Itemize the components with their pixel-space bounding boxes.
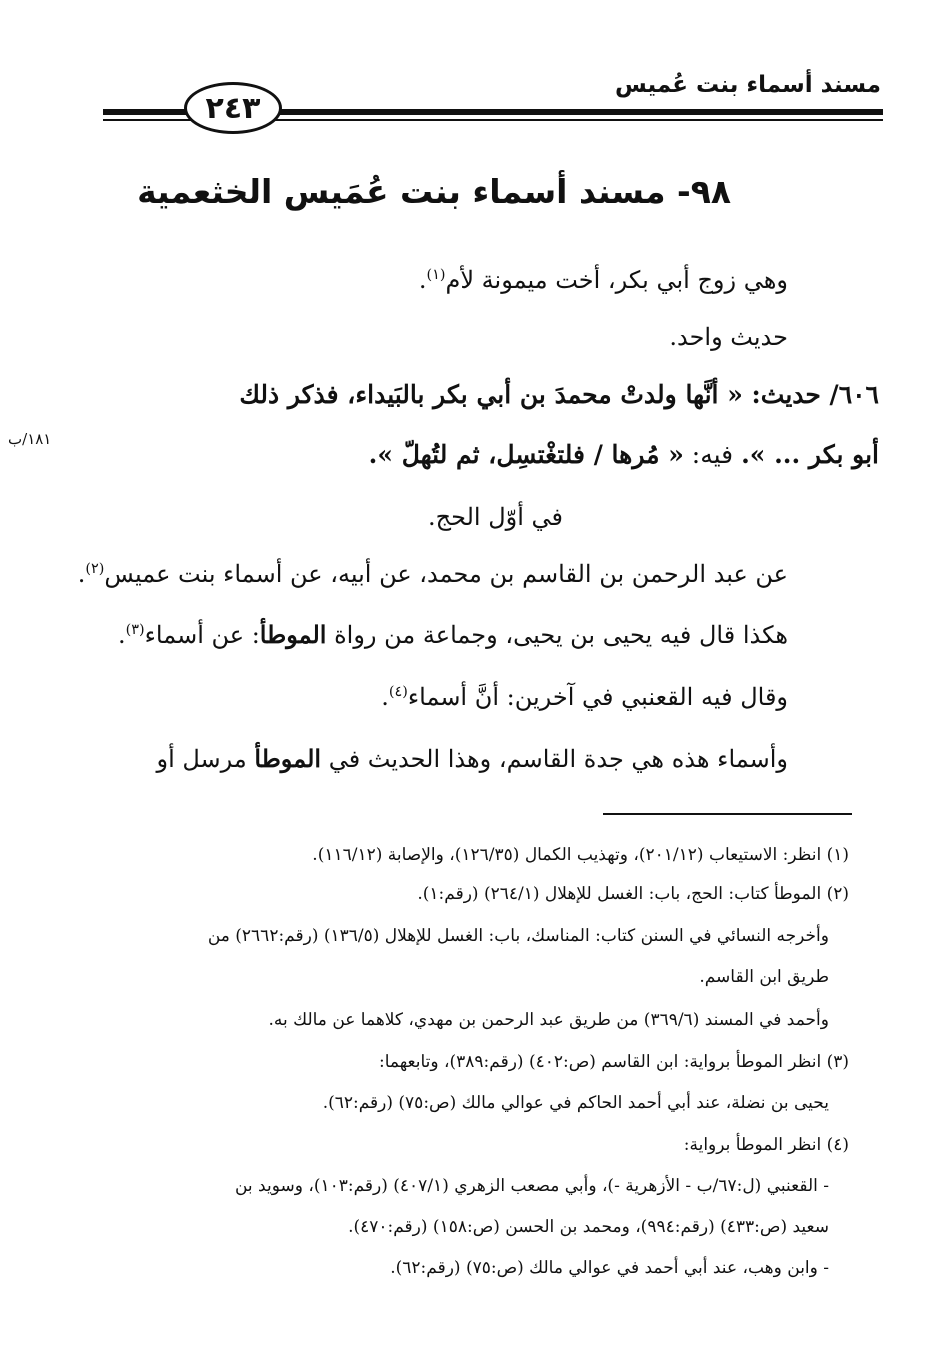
isnad-line [78,560,788,588]
hadith-line-1 [239,380,879,409]
footnote-2-continuation-3: وأحمد في المسند (٣٦٩/٦) من طريق عبد الرحمن بن مهدي، كلاهما عن مالك به. [268,1010,829,1030]
qanabi-end: . [381,683,389,711]
muwatta-title: الموطأ [259,620,327,649]
footnote-3-continuation: يحيى بن نضلة، عند أبي أحمد الحاكم في عوالي مالك (ص:٧٥) (رقم:٦٢). [322,1093,829,1113]
footnote-ref-3: (٣) [125,622,145,638]
footnote-2-continuation: وأخرجه النسائي في السنن كتاب: المناسك، باب: الغسل للإهلال (١٣٦/٥) (رقم:٢٦٦٢) من [207,926,829,946]
muwatta-title-2: الموطأ [254,744,322,773]
hadith-text-1: « أنَّها ولدتْ محمدَ بن أبي بكر بالبَيداء، فذكر ذلك [239,380,743,409]
intro-text: وهي زوج أبي بكر، أخت ميمونة لأم [445,266,788,294]
hadith-text-2b: فيه: [683,440,742,469]
page-number-badge [184,82,282,134]
hadith-number: ٦٠٦/ حديث: [751,380,879,409]
hadith-text-2c: « مُرها / فلتغْتسِل، ثم لتُهلّ ». [368,440,684,469]
footnote-2-continuation-2: طريق ابن القاسم. [699,967,829,987]
intro-line [419,266,788,294]
footnote-4: (٤) انظر الموطأ برواية: [683,1135,849,1155]
yahya-line [118,620,788,649]
footnote-3: (٣) انظر الموطأ برواية: ابن القاسم (ص:٤٠٢) (رقم:٣٨٩)، وتابعهما: [378,1052,849,1072]
margin-folio-note: ١٨١/ب [8,430,52,448]
hadith-line-2 [369,440,879,469]
footnote-ref-2: (٢) [85,561,105,577]
yahya-end: . [117,621,126,649]
footnote-1: (١) انظر: الاستيعاب (٢٠١/١٢)، وتهذيب الكمال (١٢٦/٣٥)، والإصابة (١١٦/١٢). [312,845,849,865]
qanabi-line [381,683,788,711]
isnad-end: . [77,560,86,588]
page-number: ٢٤٣ [205,90,261,126]
hadith-text-2a: أبو بكر ... ». [741,440,879,469]
yahya-text-c: : عن أسماء [144,621,260,649]
yahya-text-a: هكذا قال فيه يحيى بن يحيى، وجماعة من رواة [326,621,788,649]
footnote-4-item-2: - وابن وهب، عند أبي أحمد في عوالي مالك (ص:٧٥) (رقم:٦٢). [390,1258,829,1278]
last-body-line [156,744,788,773]
footnote-4-item-1-cont: سعيد (ص:٤٣٣) (رقم:٩٩٤)، ومحمد بن الحسن (ص:١٥٨) (رقم:٤٧٠). [348,1217,829,1237]
qanabi-text: وقال فيه القعنبي في آخرين: أنَّ أسماء [407,683,788,711]
chapter-title: ٩٨- مسند أسماء بنت عُمَيس الخثعمية [137,172,731,211]
footnote-2: (٢) الموطأ كتاب: الحج، باب: الغسل للإهلال (٢٦٤/١) (رقم:١). [417,884,849,904]
footnote-ref-4: (٤) [388,684,408,700]
footnote-ref-1: (١) [426,267,446,283]
hadith-count: حديث واحد. [669,323,788,351]
footnote-4-item-1: - القعنبي (ل:٦٧/ب - الأزهرية -)، وأبي مصعب الزهري (٤٠٧/١) (رقم:١٠٣)، وسويد بن [234,1176,829,1196]
running-title: مسند أسماء بنت عُميس [614,72,881,98]
footnote-separator [603,813,852,815]
isnad-text: عن عبد الرحمن بن القاسم بن محمد، عن أبيه، عن أسماء بنت عميس [104,560,788,588]
last-text-c: مرسل أو [156,745,255,773]
intro-end: . [418,266,427,294]
last-text-a: وأسماء هذه هي جدة القاسم، وهذا الحديث في [321,745,788,773]
chapter-reference: في أوّل الحج. [427,503,563,531]
